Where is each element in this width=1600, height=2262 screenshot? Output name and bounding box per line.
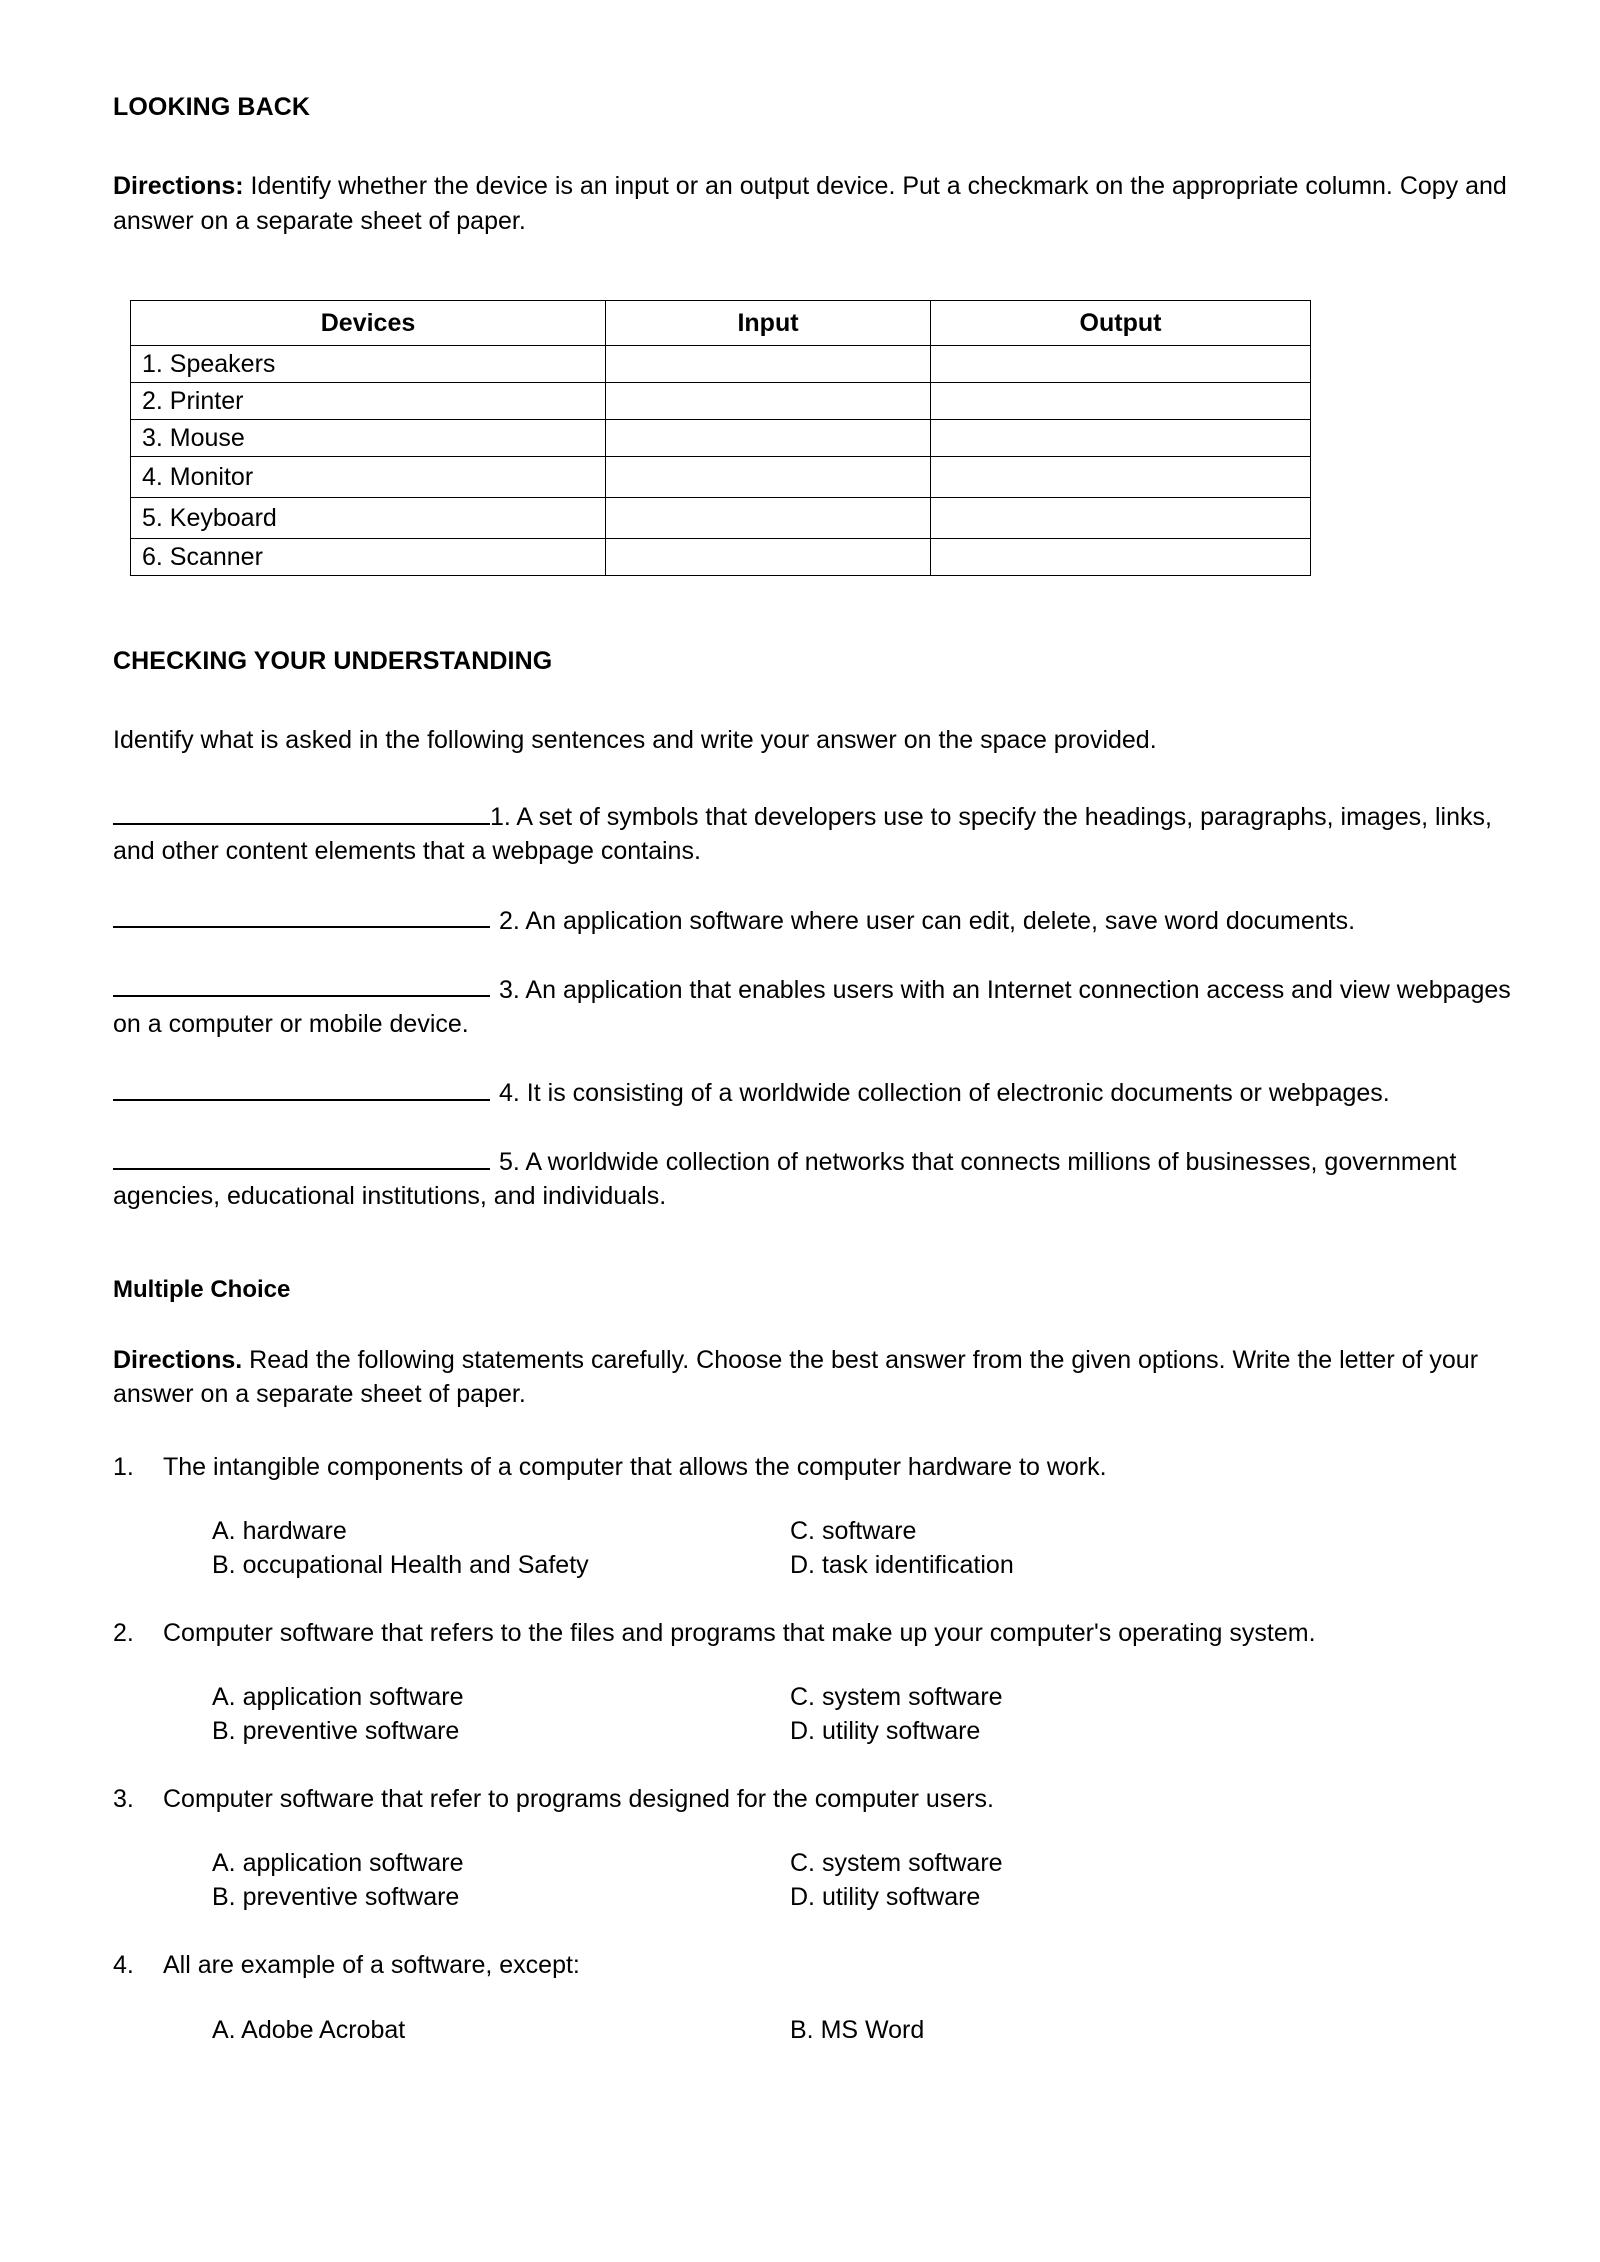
- item-number: 1.: [490, 803, 511, 831]
- device-name: 1. Speakers: [131, 345, 606, 382]
- input-checkmark-cell[interactable]: [606, 538, 931, 575]
- mc-options-3: [113, 1846, 1513, 1914]
- output-checkmark-cell[interactable]: [931, 382, 1311, 419]
- checking-understanding-instruction: Identify what is asked in the following sentences and write your answer on the space provided.: [113, 726, 1157, 754]
- mc-question-2: [113, 1616, 1513, 1650]
- mc-directions-label: Directions.: [113, 1346, 243, 1374]
- fill-blank-item-3: [113, 972, 1513, 1041]
- multiple-choice-directions: [113, 1343, 1513, 1412]
- table-row: [131, 345, 1311, 382]
- looking-back-directions: [113, 169, 1513, 238]
- answer-blank[interactable]: [113, 799, 490, 825]
- option-row: [113, 2013, 1513, 2047]
- table-row: [131, 497, 1311, 538]
- option-d[interactable]: D. task identification: [790, 1550, 1014, 1579]
- device-name: 5. Keyboard: [131, 497, 606, 538]
- table-header-row: [131, 300, 1311, 345]
- option-a[interactable]: A. application software: [212, 1683, 464, 1711]
- answer-blank[interactable]: [113, 1075, 490, 1101]
- table-row: [131, 538, 1311, 575]
- column-header-devices: Devices: [131, 300, 606, 345]
- input-checkmark-cell[interactable]: [606, 419, 931, 456]
- device-name: 4. Monitor: [131, 456, 606, 497]
- option-row: [113, 1714, 1513, 1748]
- mc-options-4: [113, 2013, 1513, 2047]
- fill-blank-item-5: [113, 1144, 1513, 1213]
- question-number: 3.: [113, 1785, 134, 1813]
- option-d[interactable]: D. utility software: [790, 1883, 981, 1912]
- option-b[interactable]: B. occupational Health and Safety: [212, 1550, 589, 1579]
- question-number: 1.: [113, 1452, 134, 1481]
- option-row: [113, 1514, 1513, 1548]
- option-row: [113, 1680, 1513, 1714]
- mc-question-3: [113, 1782, 1513, 1816]
- output-checkmark-cell[interactable]: [931, 419, 1311, 456]
- mc-options-1: [113, 1514, 1513, 1582]
- option-c[interactable]: C. software: [790, 1516, 917, 1545]
- option-b[interactable]: B. preventive software: [212, 1883, 460, 1912]
- devices-table: [130, 300, 1311, 576]
- option-row: [113, 1846, 1513, 1880]
- option-a[interactable]: A. Adobe Acrobat: [212, 2015, 406, 2044]
- item-text: A worldwide collection of networks that connects millions of businesses, government agencies, educational institutions, and individuals.: [113, 1147, 1457, 1210]
- question-text: The intangible components of a computer that allows the computer hardware to work.: [163, 1452, 1107, 1481]
- item-number: 2.: [499, 906, 520, 935]
- table-row: [131, 456, 1311, 497]
- mc-options-2: [113, 1680, 1513, 1748]
- device-name: 3. Mouse: [131, 419, 606, 456]
- multiple-choice-heading: Multiple Choice: [113, 1276, 291, 1303]
- question-text: Computer software that refers to the files and programs that make up your computer's operating system.: [163, 1618, 1316, 1647]
- input-checkmark-cell[interactable]: [606, 497, 931, 538]
- item-text: An application that enables users with an Internet connection access and view webpages on a computer or mobile device.: [113, 975, 1511, 1038]
- input-checkmark-cell[interactable]: [606, 382, 931, 419]
- mc-directions-text: Read the following statements carefully. Choose the best answer from the given options. Write the letter of your answer on a separate sheet of paper.: [113, 1346, 1479, 1409]
- option-c[interactable]: C. system software: [790, 1849, 1003, 1878]
- option-a[interactable]: A. hardware: [212, 1516, 347, 1545]
- output-checkmark-cell[interactable]: [931, 456, 1311, 497]
- input-checkmark-cell[interactable]: [606, 456, 931, 497]
- page-content: [113, 92, 1513, 2047]
- answer-blank[interactable]: [113, 972, 490, 998]
- option-c[interactable]: C. system software: [790, 1683, 1003, 1711]
- fill-blank-item-1: [113, 799, 1513, 868]
- item-text: It is consisting of a worldwide collection of electronic documents or webpages.: [519, 1078, 1390, 1107]
- table-row: [131, 382, 1311, 419]
- option-b[interactable]: B. MS Word: [790, 2015, 925, 2044]
- item-number: 4.: [499, 1078, 520, 1107]
- output-checkmark-cell[interactable]: [931, 497, 1311, 538]
- answer-blank[interactable]: [113, 1144, 490, 1170]
- mc-question-1: [113, 1450, 1513, 1484]
- fill-blank-item-2: [113, 903, 1513, 938]
- column-header-output: Output: [931, 300, 1311, 345]
- column-header-input: Input: [606, 300, 931, 345]
- checking-understanding-heading: CHECKING YOUR UNDERSTANDING: [113, 646, 553, 675]
- fill-blank-item-4: [113, 1075, 1513, 1110]
- mc-question-4: [113, 1948, 1513, 1982]
- answer-blank[interactable]: [113, 903, 490, 929]
- question-text: Computer software that refer to programs designed for the computer users.: [163, 1785, 994, 1813]
- option-b[interactable]: B. preventive software: [212, 1717, 460, 1745]
- directions-text: Identify whether the device is an input or an output device. Put a checkmark on the appropriate column. Copy and answer on a separate sheet of paper.: [113, 172, 1507, 235]
- question-text: All are example of a software, except:: [163, 1951, 580, 1980]
- device-name: 6. Scanner: [131, 538, 606, 575]
- question-number: 4.: [113, 1951, 134, 1980]
- device-name: 2. Printer: [131, 382, 606, 419]
- table-row: [131, 419, 1311, 456]
- looking-back-heading: LOOKING BACK: [113, 93, 311, 121]
- option-row: [113, 1548, 1513, 1582]
- item-text: An application software where user can edit, delete, save word documents.: [519, 906, 1356, 935]
- input-checkmark-cell[interactable]: [606, 345, 931, 382]
- question-number: 2.: [113, 1618, 134, 1647]
- directions-label: Directions:: [113, 172, 244, 201]
- option-a[interactable]: A. application software: [212, 1849, 464, 1878]
- item-number: 5.: [499, 1147, 520, 1176]
- output-checkmark-cell[interactable]: [931, 538, 1311, 575]
- devices-table-container: [130, 300, 1310, 576]
- output-checkmark-cell[interactable]: [931, 345, 1311, 382]
- item-text: A set of symbols that developers use to specify the headings, paragraphs, images, links, and other content elements that a webpage contains.: [113, 803, 1492, 866]
- option-row: [113, 1880, 1513, 1914]
- item-number: 3.: [499, 975, 520, 1004]
- option-d[interactable]: D. utility software: [790, 1717, 981, 1745]
